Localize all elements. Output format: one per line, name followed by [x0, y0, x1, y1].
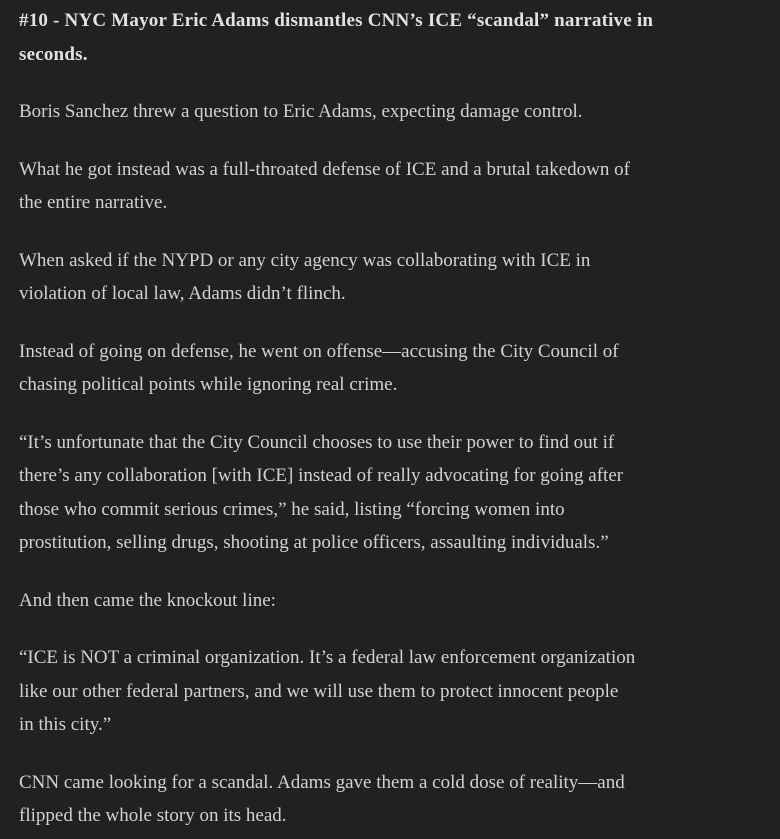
paragraph-line: there’s any collaboration [with ICE] instead of really advocating for going after	[19, 465, 624, 486]
paragraph-line: And then came the knockout line:	[19, 589, 276, 611]
post-heading	[19, 4, 761, 71]
paragraph-line: What he got instead was a full-throated defense of ICE and a brutal takedown of	[19, 158, 630, 180]
article-paragraph	[19, 153, 761, 220]
article-paragraph	[19, 244, 761, 311]
paragraph-line: “It’s unfortunate that the City Council chooses to use their power to find out if	[19, 431, 615, 453]
paragraph-line: the entire narrative.	[19, 192, 168, 213]
paragraph-line: Instead of going on defense, he went on offense—accusing the City Council of	[19, 340, 619, 362]
paragraph-line: Boris Sanchez threw a question to Eric Adams, expecting damage control.	[19, 101, 583, 122]
paragraph-line: in this city.”	[19, 714, 112, 735]
article-paragraph	[19, 426, 761, 560]
article-paragraph	[19, 584, 761, 618]
article-paragraph	[19, 641, 761, 742]
paragraph-line: flipped the whole story on its head.	[19, 805, 287, 826]
paragraph-line: chasing political points while ignoring real crime.	[19, 374, 398, 395]
article-paragraph	[19, 335, 761, 402]
paragraph-line: CNN came looking for a scandal. Adams gave them a cold dose of reality—and	[19, 771, 625, 793]
heading-line: #10 - NYC Mayor Eric Adams dismantles CNN’s ICE “scandal” narrative in	[19, 10, 654, 31]
paragraph-line: “ICE is NOT a criminal organization. It’s a federal law enforcement organization	[19, 647, 636, 668]
paragraph-line: prostitution, selling drugs, shooting at police officers, assaulting individuals.”	[19, 532, 609, 553]
paragraph-line: like our other federal partners, and we will use them to protect innocent people	[19, 680, 619, 702]
paragraph-line: violation of local law, Adams didn’t flinch.	[19, 283, 346, 304]
heading-line: seconds.	[19, 43, 88, 65]
paragraph-line: When asked if the NYPD or any city agency was collaborating with ICE in	[19, 249, 591, 271]
article-paragraph	[19, 766, 761, 833]
paragraph-line: those who commit serious crimes,” he said, listing “forcing women into	[19, 498, 565, 520]
article-paragraph	[19, 95, 761, 129]
